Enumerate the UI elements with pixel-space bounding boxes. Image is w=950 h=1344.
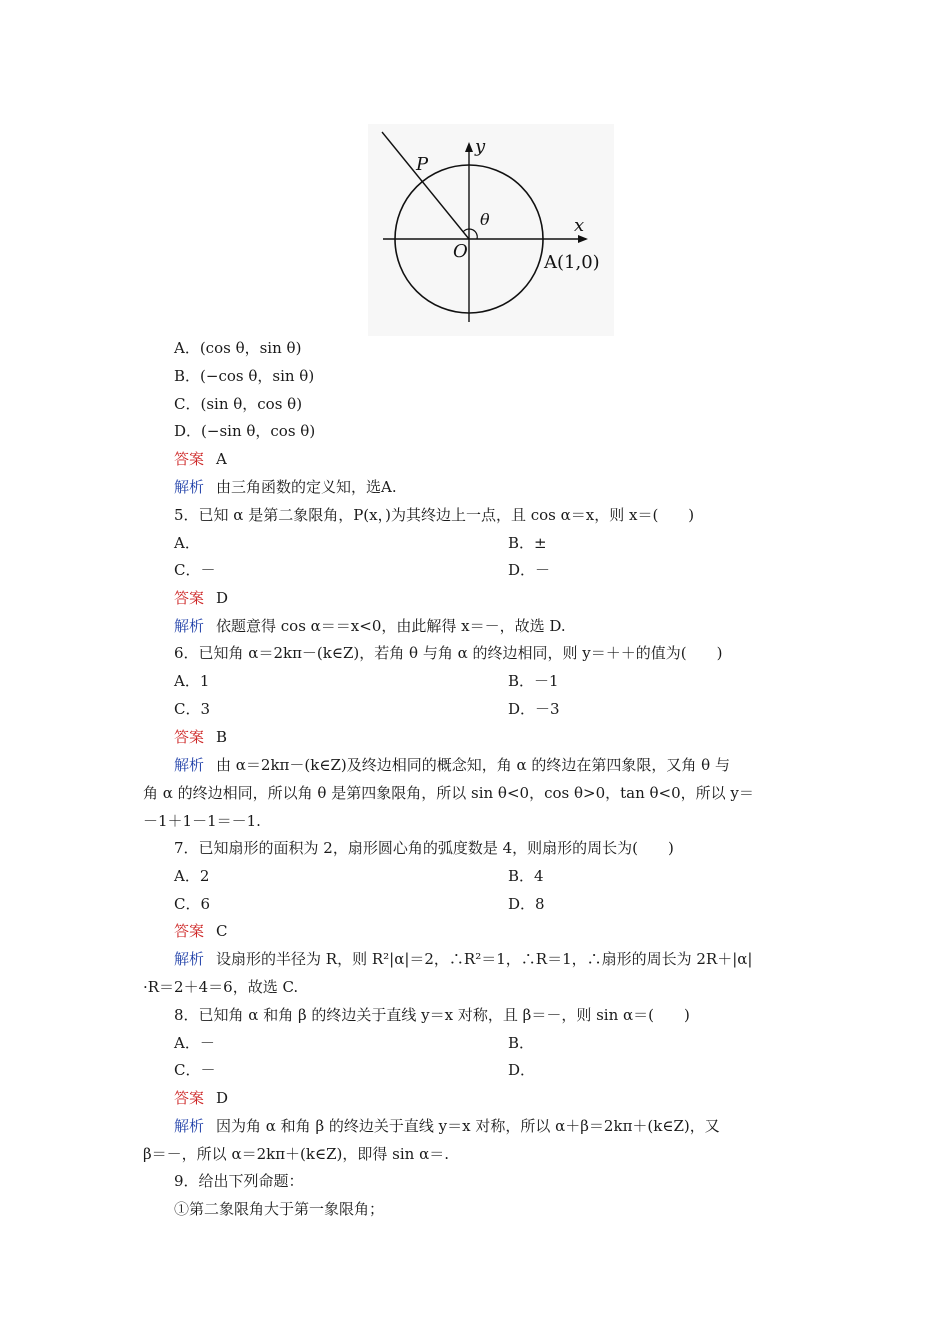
q5-analysis-row: [174, 616, 566, 636]
q7-option-d: D．8: [508, 895, 545, 913]
q8-stem: 8．已知角 α 和角 β 的终边关于直线 y＝x 对称，且 β＝－，则 sin α＝( ): [174, 1006, 690, 1024]
q5-stem: 5．已知 α 是第二象限角，P(x，)为其终边上一点，且 cos α＝x，则 x＝( ): [174, 506, 695, 524]
answer-value: D: [216, 1089, 229, 1107]
q4-option-d: D．(−sin θ，cos θ): [174, 422, 316, 440]
q5-option-a: A．: [174, 534, 200, 552]
q7-analysis-row: [174, 949, 752, 969]
label-O: O: [453, 241, 468, 262]
q5-option-c: C．－: [174, 561, 216, 579]
q9-item-1: ①第二象限角大于第一象限角；: [174, 1200, 385, 1218]
q4-option-c: C．(sin θ，cos θ): [174, 395, 303, 413]
q7-option-b: B．4: [508, 867, 544, 885]
analysis-text: 由 α＝2kπ－(k∈Z)及终边相同的概念知，角 α 的终边在第四象限，又角 θ 与: [216, 756, 730, 774]
q6-analysis-line-3: －1＋1－1＝－1.: [143, 812, 261, 830]
answer-label: 答案: [174, 450, 205, 468]
analysis-text: 设扇形的半径为 R，则 R²|α|＝2，∴R²＝1，∴R＝1，∴扇形的周长为 2R＋|α|: [216, 950, 753, 968]
q8-option-a: A．－: [174, 1034, 215, 1052]
q8-analysis-line-2: β＝－，所以 α＝2kπ＋(k∈Z)，即得 sin α＝.: [143, 1145, 449, 1163]
q9-stem: 9．给出下列命题：: [174, 1172, 304, 1190]
q7-option-c: C．6: [174, 895, 211, 913]
q6-stem: 6．已知角 α＝2kπ－(k∈Z)，若角 θ 与角 α 的终边相同，则 y＝＋＋的值为( ): [174, 644, 723, 662]
analysis-text: 依题意得 cos α＝＝x<0，由此解得 x＝－，故选 D.: [216, 617, 566, 635]
answer-value: D: [216, 589, 229, 607]
q8-option-c: C．－: [174, 1061, 216, 1079]
q8-option-b: B．: [508, 1034, 535, 1052]
answer-label: 答案: [174, 728, 205, 746]
q6-analysis-line-2: 角 α 的终边相同，所以角 θ 是第四象限角，所以 sin θ<0，cos θ>0，tan θ<0，所以 y＝: [143, 784, 754, 802]
q6-analysis-row: [174, 755, 730, 775]
answer-label: 答案: [174, 922, 205, 940]
answer-value: B: [216, 728, 228, 746]
analysis-label: 解析: [174, 950, 205, 968]
q8-answer-row: [174, 1088, 228, 1108]
q6-option-a: A．1: [174, 672, 210, 690]
q5-answer-row: [174, 588, 228, 608]
analysis-text: 由三角函数的定义知，选A.: [216, 478, 397, 496]
label-x: x: [574, 215, 585, 236]
answer-label: 答案: [174, 589, 205, 607]
analysis-label: 解析: [174, 756, 205, 774]
label-P: P: [416, 154, 429, 175]
q7-stem: 7．已知扇形的面积为 2，扇形圆心角的弧度数是 4，则扇形的周长为( ): [174, 839, 674, 857]
q4-option-b: B．(−cos θ，sin θ): [174, 367, 315, 385]
label-y: y: [475, 136, 486, 157]
q6-answer-row: [174, 727, 227, 747]
answer-label: 答案: [174, 1089, 205, 1107]
analysis-label: 解析: [174, 1117, 205, 1135]
answer-value: C: [216, 922, 228, 940]
unit-circle-figure: [368, 124, 614, 336]
q4-analysis-row: [174, 477, 397, 497]
q7-option-a: A．2: [174, 867, 210, 885]
label-A: A(1,0): [544, 252, 600, 273]
q5-option-d: D．－: [508, 561, 551, 579]
analysis-text: 因为角 α 和角 β 的终边关于直线 y＝x 对称，所以 α＋β＝2kπ＋(k∈Z)，又: [216, 1117, 720, 1135]
q6-option-c: C．3: [174, 700, 211, 718]
q8-analysis-row: [174, 1116, 720, 1136]
answer-value: A: [216, 450, 227, 468]
q8-option-d: D．: [508, 1061, 536, 1079]
q7-answer-row: [174, 921, 228, 941]
q6-option-b: B．－1: [508, 672, 559, 690]
q6-option-d: D．－3: [508, 700, 560, 718]
q4-answer-row: [174, 449, 227, 469]
label-theta: θ: [480, 210, 490, 229]
analysis-label: 解析: [174, 617, 205, 635]
analysis-label: 解析: [174, 478, 205, 496]
q4-option-a: A．(cos θ，sin θ): [174, 339, 302, 357]
q7-analysis-line-2: ·R＝2＋4＝6，故选 C.: [143, 978, 299, 996]
q5-option-b: B．±: [508, 534, 547, 552]
